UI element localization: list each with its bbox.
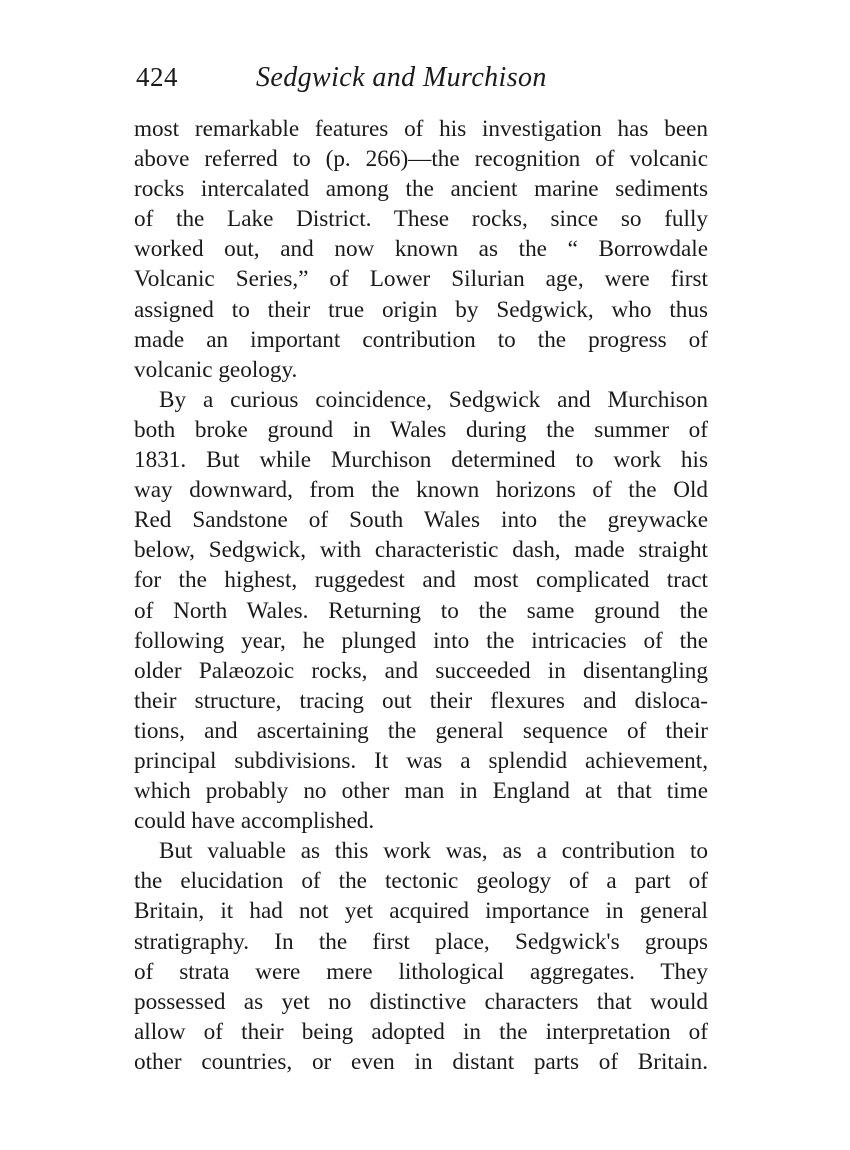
text-line: their structure, tracing out their flexures and disloca- bbox=[134, 687, 708, 714]
text-line: could have accomplished. bbox=[134, 808, 375, 835]
text-line: allow of their being adopted in the interpretation of bbox=[134, 1018, 708, 1045]
text-line: stratigraphy. In the first place, Sedgwick's groups bbox=[134, 928, 708, 955]
text-line: below, Sedgwick, with characteristic dash, made straight bbox=[134, 537, 708, 564]
text-line: worked out, and now known as the “ Borrowdale bbox=[134, 236, 708, 263]
body-text bbox=[134, 114, 708, 1077]
text-line: made an important contribution to the progress of bbox=[134, 326, 708, 353]
text-line: following year, he plunged into the intricacies of the bbox=[134, 627, 708, 654]
text-line: of North Wales. Returning to the same ground the bbox=[134, 597, 708, 624]
text-line: Red Sandstone of South Wales into the greywacke bbox=[134, 507, 708, 534]
text-line: Volcanic Series,” of Lower Silurian age, were first bbox=[134, 266, 708, 293]
text-line: both broke ground in Wales during the summer of bbox=[134, 416, 708, 443]
page-number: 424 bbox=[136, 62, 178, 92]
running-title: Sedgwick and Murchison bbox=[256, 62, 547, 93]
text-line: other countries, or even in distant parts of Britain. bbox=[134, 1048, 708, 1075]
text-line: volcanic geology. bbox=[134, 356, 298, 383]
text-line: assigned to their true origin by Sedgwick, who thus bbox=[134, 296, 708, 323]
text-line: Britain, it had not yet acquired importance in general bbox=[134, 898, 708, 925]
text-line: for the highest, ruggedest and most complicated tract bbox=[134, 567, 708, 594]
paragraph bbox=[134, 385, 708, 836]
paragraph bbox=[134, 114, 708, 385]
text-line: above referred to (p. 266)—the recognition of volcanic bbox=[134, 146, 708, 173]
text-line: But valuable as this work was, as a contribution to bbox=[159, 838, 708, 865]
text-line: older Palæozoic rocks, and succeeded in disentangling bbox=[134, 657, 708, 684]
text-line: tions, and ascertaining the general sequence of their bbox=[134, 717, 708, 744]
text-line: rocks intercalated among the ancient marine sediments bbox=[134, 176, 708, 203]
paragraph bbox=[134, 836, 708, 1077]
text-line: principal subdivisions. It was a splendid achievement, bbox=[134, 747, 708, 774]
text-line: 1831. But while Murchison determined to work his bbox=[134, 447, 708, 474]
text-line: the elucidation of the tectonic geology of a part of bbox=[134, 868, 708, 895]
text-line: most remarkable features of his investigation has been bbox=[134, 116, 708, 142]
text-line: which probably no other man in England at that time bbox=[134, 778, 708, 805]
text-line: way downward, from the known horizons of the Old bbox=[134, 477, 708, 504]
text-line: By a curious coincidence, Sedgwick and Murchison bbox=[159, 386, 708, 413]
text-line: of the Lake District. These rocks, since so fully bbox=[134, 206, 708, 233]
running-head bbox=[136, 62, 714, 102]
text-line: possessed as yet no distinctive characters that would bbox=[134, 988, 708, 1015]
text-line: of strata were mere lithological aggregates. They bbox=[134, 958, 708, 985]
